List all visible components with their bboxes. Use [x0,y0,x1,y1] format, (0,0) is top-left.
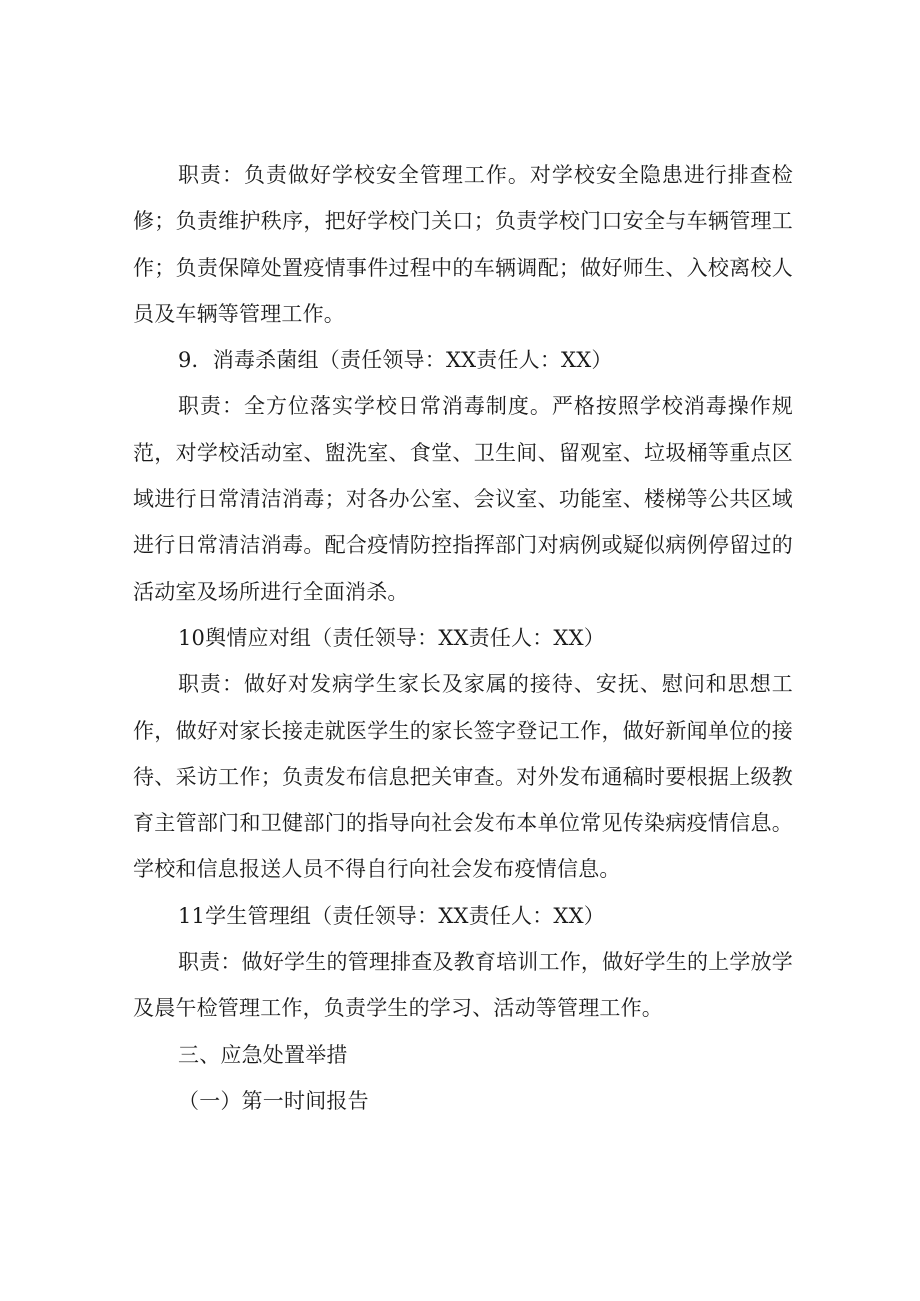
document-body [133,152,793,1124]
paragraph-public-opinion-duties: 职责：做好对发病学生家长及家属的接待、安抚、慰问和思想工作，做好对家长接走就医学生的家长签字登记工作，做好新闻单位的接待、采访工作；负责发布信息把关审查。对外发布通稿时要根据上级教育主管部门和卫健部门的指导向社会发布本单位常见传染病疫情信息。学校和信息报送人员不得自行向社会发布疫情信息。 [133,672,793,882]
paragraph-student-management-duties: 职责：做好学生的管理排查及教育培训工作，做好学生的上学放学及晨午检管理工作，负责学生的学习、活动等管理工作。 [133,950,793,1021]
heading-disinfection-group: 9．消毒杀菌组（责任领导：XX责任人：XX） [178,348,613,373]
heading-emergency-measures: 三、应急处置举措 [178,1042,348,1067]
heading-public-opinion-group: 10舆情应对组（责任领导：XX责任人：XX） [178,625,605,650]
heading-student-management-group: 11学生管理组（责任领导：XX责任人：XX） [178,903,605,928]
paragraph-disinfection-duties: 职责：全方位落实学校日常消毒制度。严格按照学校消毒操作规范，对学校活动室、盥洗室、食堂、卫生间、留观室、垃圾桶等重点区域进行日常清洁消毒；对各办公室、会议室、功能室、楼梯等公共区域进行日常清洁消毒。配合疫情防控指挥部门对病例或疑似病例停留过的活动室及场所进行全面消杀。 [133,394,793,604]
paragraph-security-duties: 职责：负责做好学校安全管理工作。对学校安全隐患进行排查检修；负责维护秩序，把好学校门关口；负责学校门口安全与车辆管理工作；负责保障处置疫情事件过程中的车辆调配；做好师生、入校离校人员及车辆等管理工作。 [133,163,793,326]
heading-first-report: （一）第一时间报告 [178,1088,369,1113]
